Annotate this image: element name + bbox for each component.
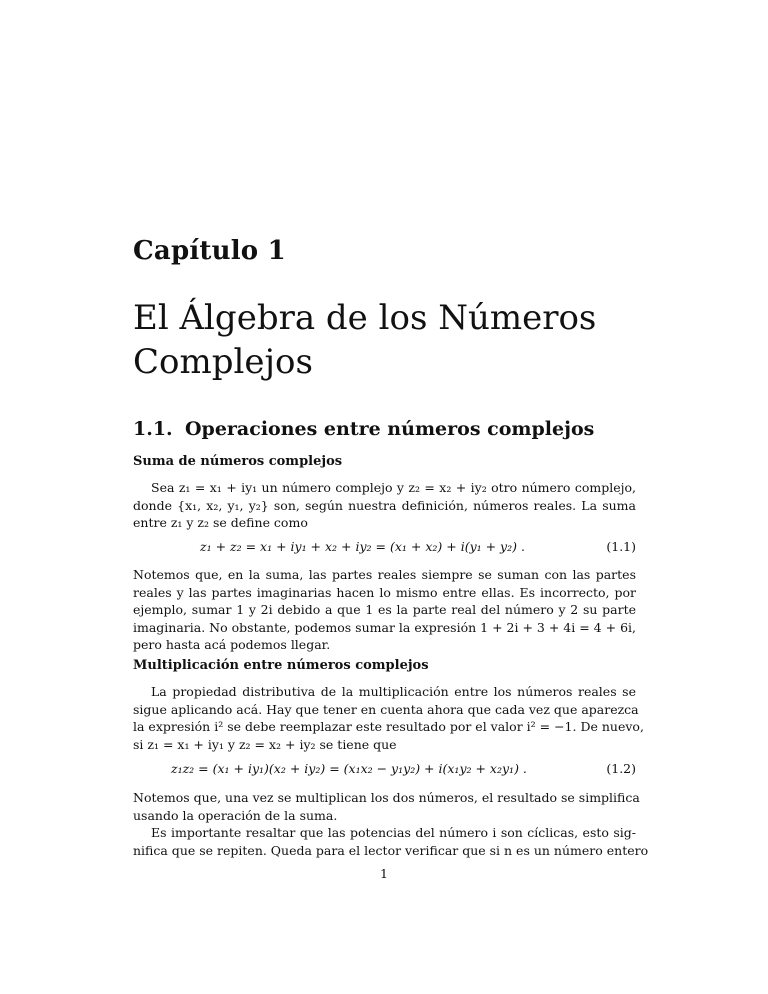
equation-expression: z₁z₂ = (x₁ + iy₁)(x₂ + iy₂) = (x₁x₂ − y₁y₂) + i(x₁y₂ + x₂y₁) . [171,761,527,776]
chapter-label: Capítulo 1 [133,236,286,266]
paragraph-line: pero hasta acá podemos llegar. [133,637,331,652]
equation-expression: z₁ + z₂ = x₁ + iy₁ + x₂ + iy₂ = (x₁ + x₂) + i(y₁ + y₂) . [200,539,525,554]
paragraph-line: ejemplo, sumar 1 y 2i debido a que 1 es la parte real del número y 2 su parte [133,602,636,617]
paragraph-line: Es importante resaltar que las potencias del número i son cíclicas, esto sig- [151,825,636,840]
product-intro-paragraph [133,683,644,753]
paragraph-line: Notemos que, una vez se multiplican los dos números, el resultado se simplifica [133,790,640,805]
equation-number: (1.1) [606,539,636,554]
chapter-title-line: Complejos [133,342,313,382]
paragraph-line: reales y las partes imaginarias hacen lo mismo entre ellas. Es incorrecto, por [133,584,636,600]
paragraph-line: la expresión i² se debe reemplazar este resultado por el valor i² = −1. De nuevo, [133,719,644,734]
section-number: 1.1. [133,418,173,440]
equation-1-2 [133,761,636,779]
product-notes-paragraph [133,789,649,859]
chapter-title-line: El Álgebra de los Números [133,298,597,338]
paragraph-line: sigue aplicando acá. Hay que tener en cuenta ahora que cada vez que aparezca [133,701,639,717]
paragraph-line: Notemos que, en la suma, las partes reales siempre se suman con las partes [133,567,636,582]
sum-subheading: Suma de números complejos [133,454,343,469]
paragraph-line: usando la operación de la suma. [133,807,338,823]
section-title: Operaciones entre números complejos [185,418,595,440]
paragraph-line: entre z₁ y z₂ se define como [133,515,308,530]
product-subheading: Multiplicación entre números complejos [133,658,429,673]
paragraph-line: imaginaria. No obstante, podemos sumar la expresión 1 + 2i + 3 + 4i = 4 + 6i, [133,619,636,635]
paragraph-line: nifica que se repiten. Queda para el lector verificar que si n es un número entero [133,842,649,858]
paragraph-line: La propiedad distributiva de la multiplicación entre los números reales se [151,684,636,699]
page-number: 1 [380,866,388,881]
equation-1-1 [133,539,636,557]
section-heading [133,418,594,440]
equation-number: (1.2) [606,761,636,776]
sum-intro-paragraph [133,479,636,532]
chapter-title [133,296,653,384]
paragraph-line: si z₁ = x₁ + iy₁ y z₂ = x₂ + iy₂ se tiene que [133,736,397,752]
sum-notes-paragraph [133,566,636,654]
paragraph-line: donde {x₁, x₂, y₁, y₂} son, según nuestra definición, números reales. La suma [133,497,636,513]
paragraph-line: Sea z₁ = x₁ + iy₁ un número complejo y z₂ = x₂ + iy₂ otro número complejo, [151,480,636,495]
